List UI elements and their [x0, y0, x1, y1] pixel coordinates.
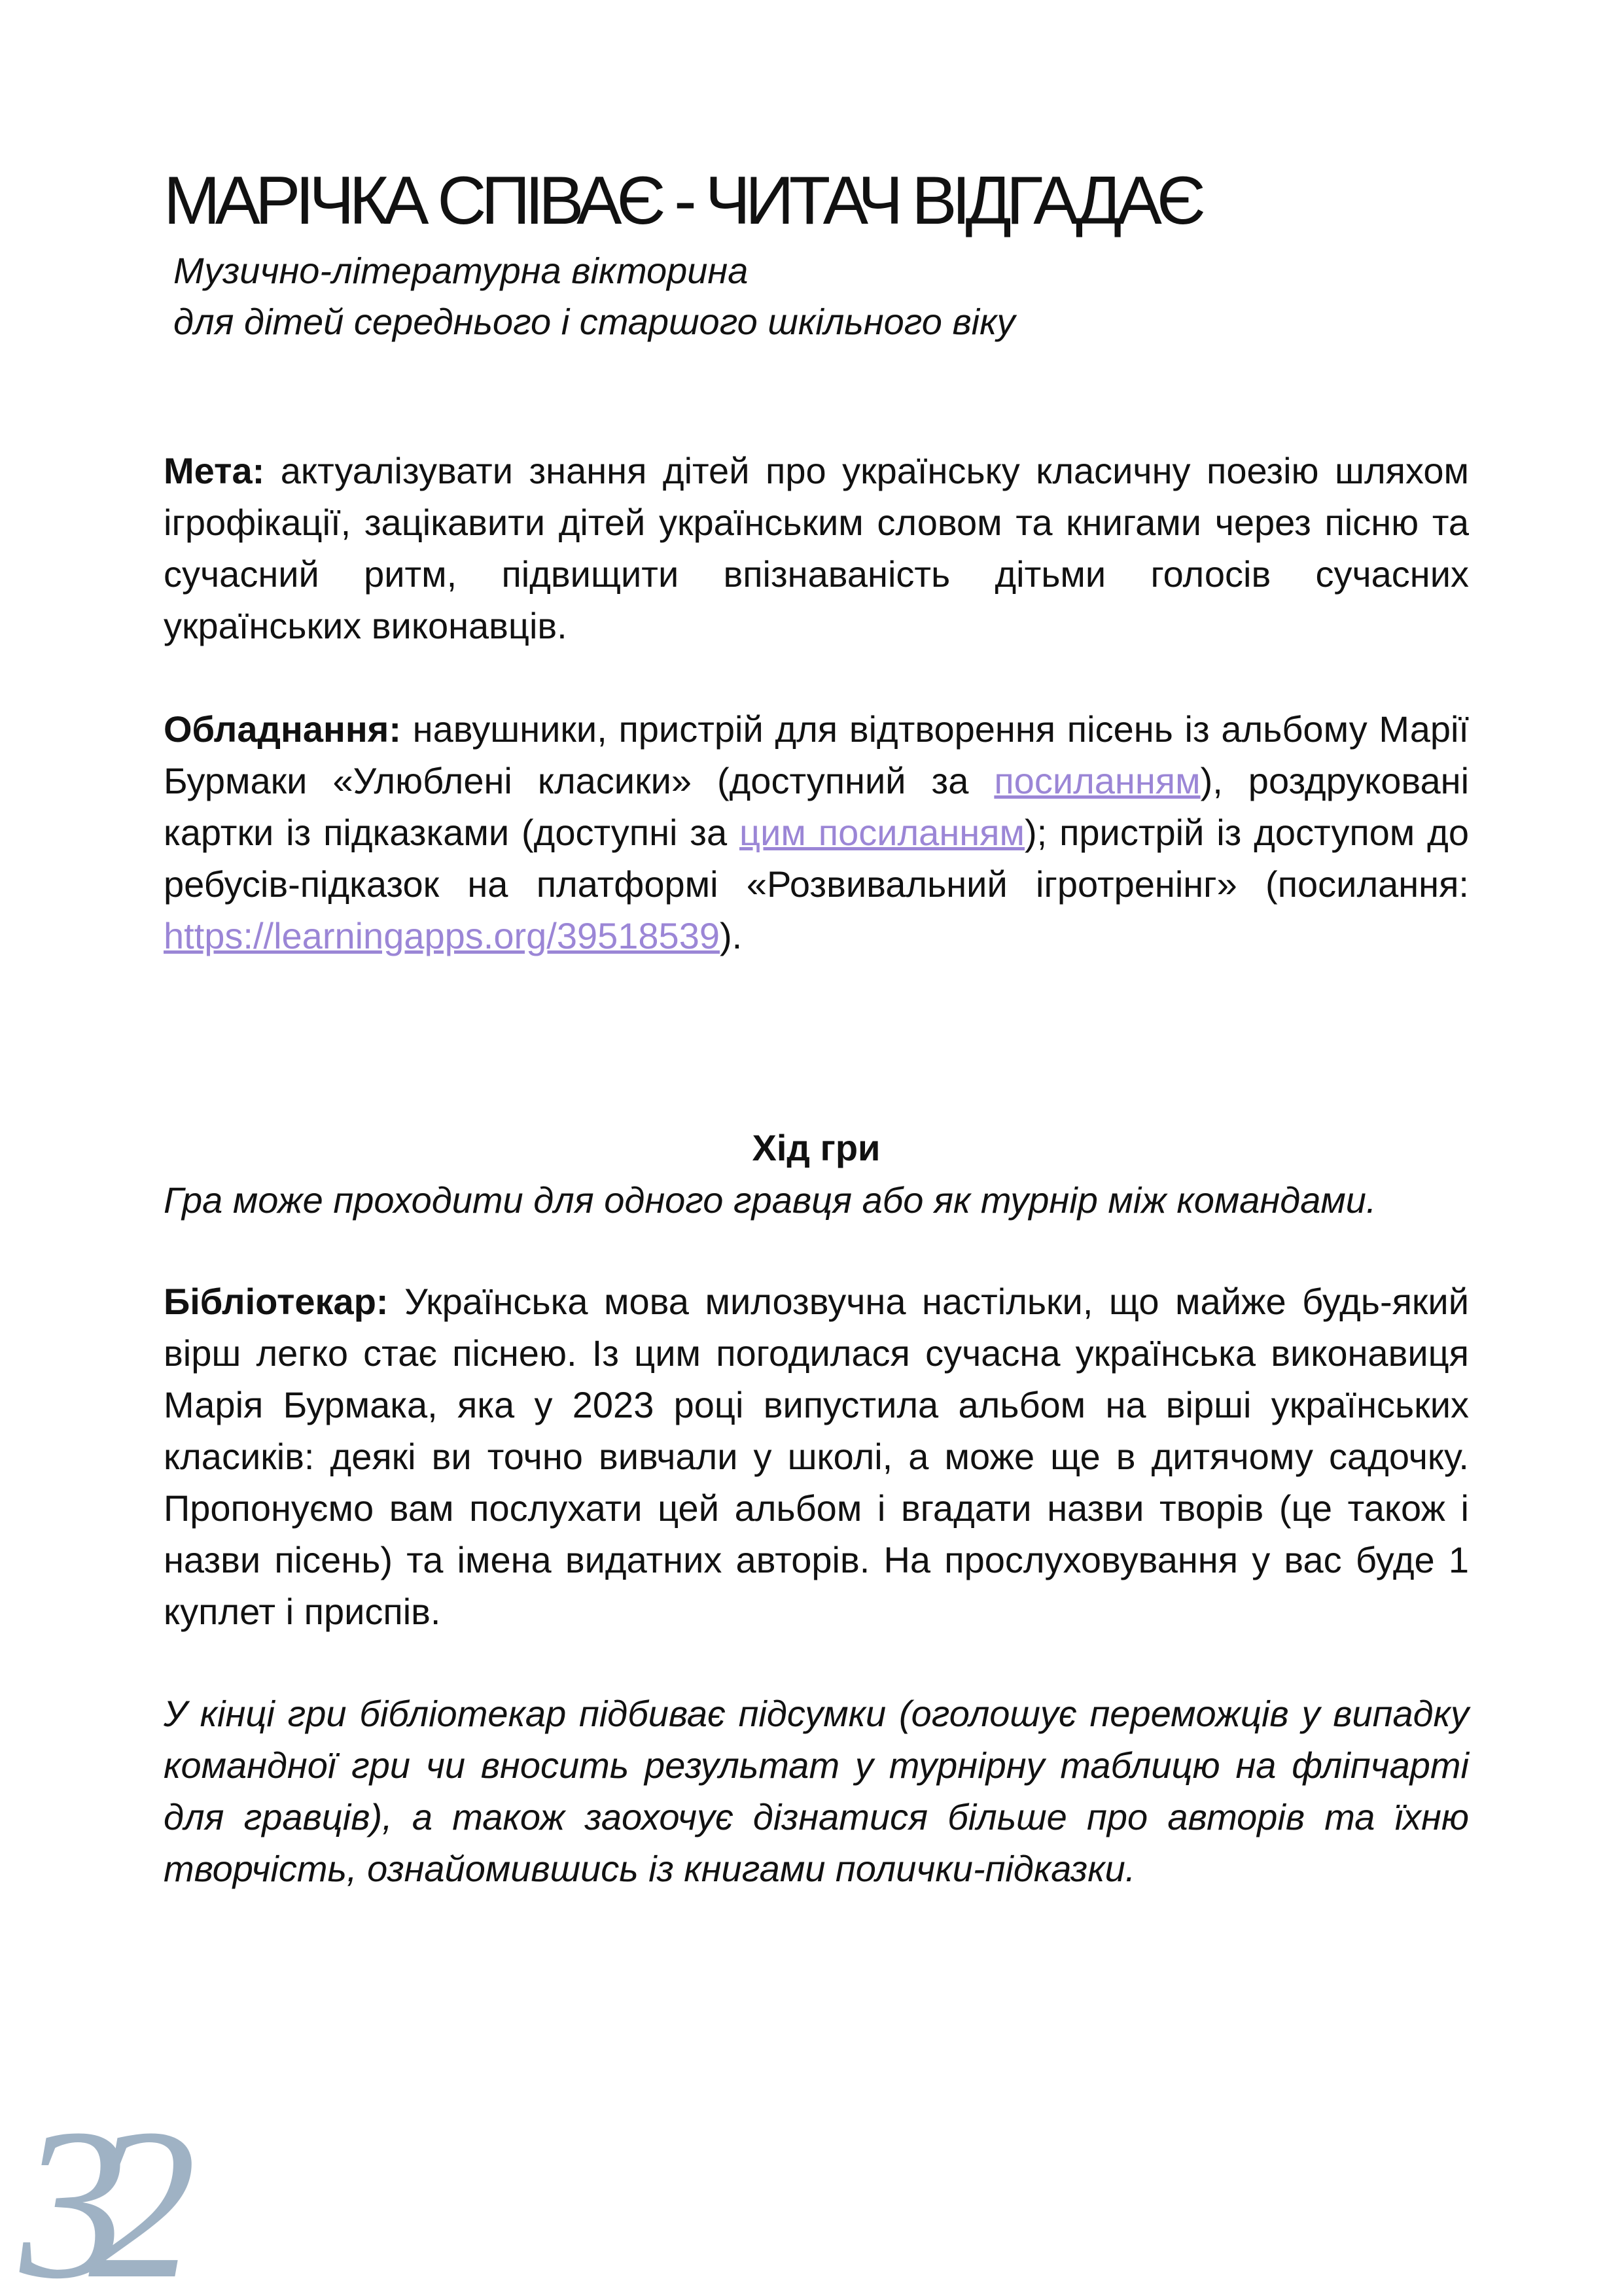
librarian-paragraph	[164, 1276, 1469, 1637]
equipment-text-3: ); пристрій із доступом до ребусів-підказок на платформі «Розвивальний ігротренінг» (посилання:	[164, 812, 1469, 905]
learningapps-link[interactable]: https://learningapps.org/39518539	[164, 915, 720, 956]
page-number	[13, 2093, 229, 2289]
subtitle	[173, 245, 1015, 347]
subtitle-line-1: Музично-літературна вікторина	[173, 250, 749, 291]
equipment-paragraph	[164, 703, 1469, 962]
equipment-text-4: ).	[719, 915, 743, 956]
equipment-label: Обладнання:	[164, 708, 401, 750]
game-heading: Хід гри	[752, 1127, 881, 1168]
equipment-text-2: ), роздруковані картки із підказками (доступні за	[164, 760, 1470, 853]
librarian-text: Українська мова милозвучна настільки, що майже будь-який вірш легко стає піснею. Із цим погодилася сучасна українська виконавиця Марія Бурмака, яка у 2023 році випустила альбом на вірші українських класиків: деякі ви точно вивчали у школі, а може ще в дитячому садочку. Пропонуємо вам послухати цей альбом і вгадати назви творів (це також і назви пісень) та імена видатних авторів. На прослуховування у вас буде 1 куплет і приспів.	[164, 1281, 1469, 1632]
game-note: Гра може проходити для одного гравця або як турнір між командами.	[164, 1179, 1377, 1221]
librarian-label: Бібліотекар:	[164, 1281, 389, 1322]
album-link[interactable]: посиланням	[994, 760, 1201, 801]
page-number-text: 32	[20, 2093, 157, 2289]
page-title: МАРІЧКА СПІВАЄ - ЧИТАЧ ВІДГАДАЄ	[164, 163, 1201, 239]
goal-paragraph	[164, 445, 1469, 652]
goal-text: актуалізувати знання дітей про українську класичну поезію шляхом ігрофікації, зацікавити дітей українським словом та книгами через пісню та сучасний ритм, підвищити впізнаваність дітьми голосів сучасних українських виконавців.	[164, 450, 1469, 646]
subtitle-line-2: для дітей середнього і старшого шкільного віку	[173, 301, 1015, 342]
equipment-text-1: навушники, пристрій для відтворення пісень із альбому Марії Бурмаки «Улюблені класики» (доступний за	[164, 708, 1469, 801]
closing-paragraph: У кінці гри бібліотекар підбиває підсумки (оголошує переможців у випадку командної гри чи вносить результат у турнірну таблицю на фліпчарті для гравців), а також заохочує дізнатися більше про авторів та їхню творчість, ознайомившись із книгами полички-підказки.	[164, 1693, 1469, 1889]
goal-label: Мета:	[164, 450, 265, 491]
cards-link[interactable]: цим посиланням	[739, 812, 1025, 853]
